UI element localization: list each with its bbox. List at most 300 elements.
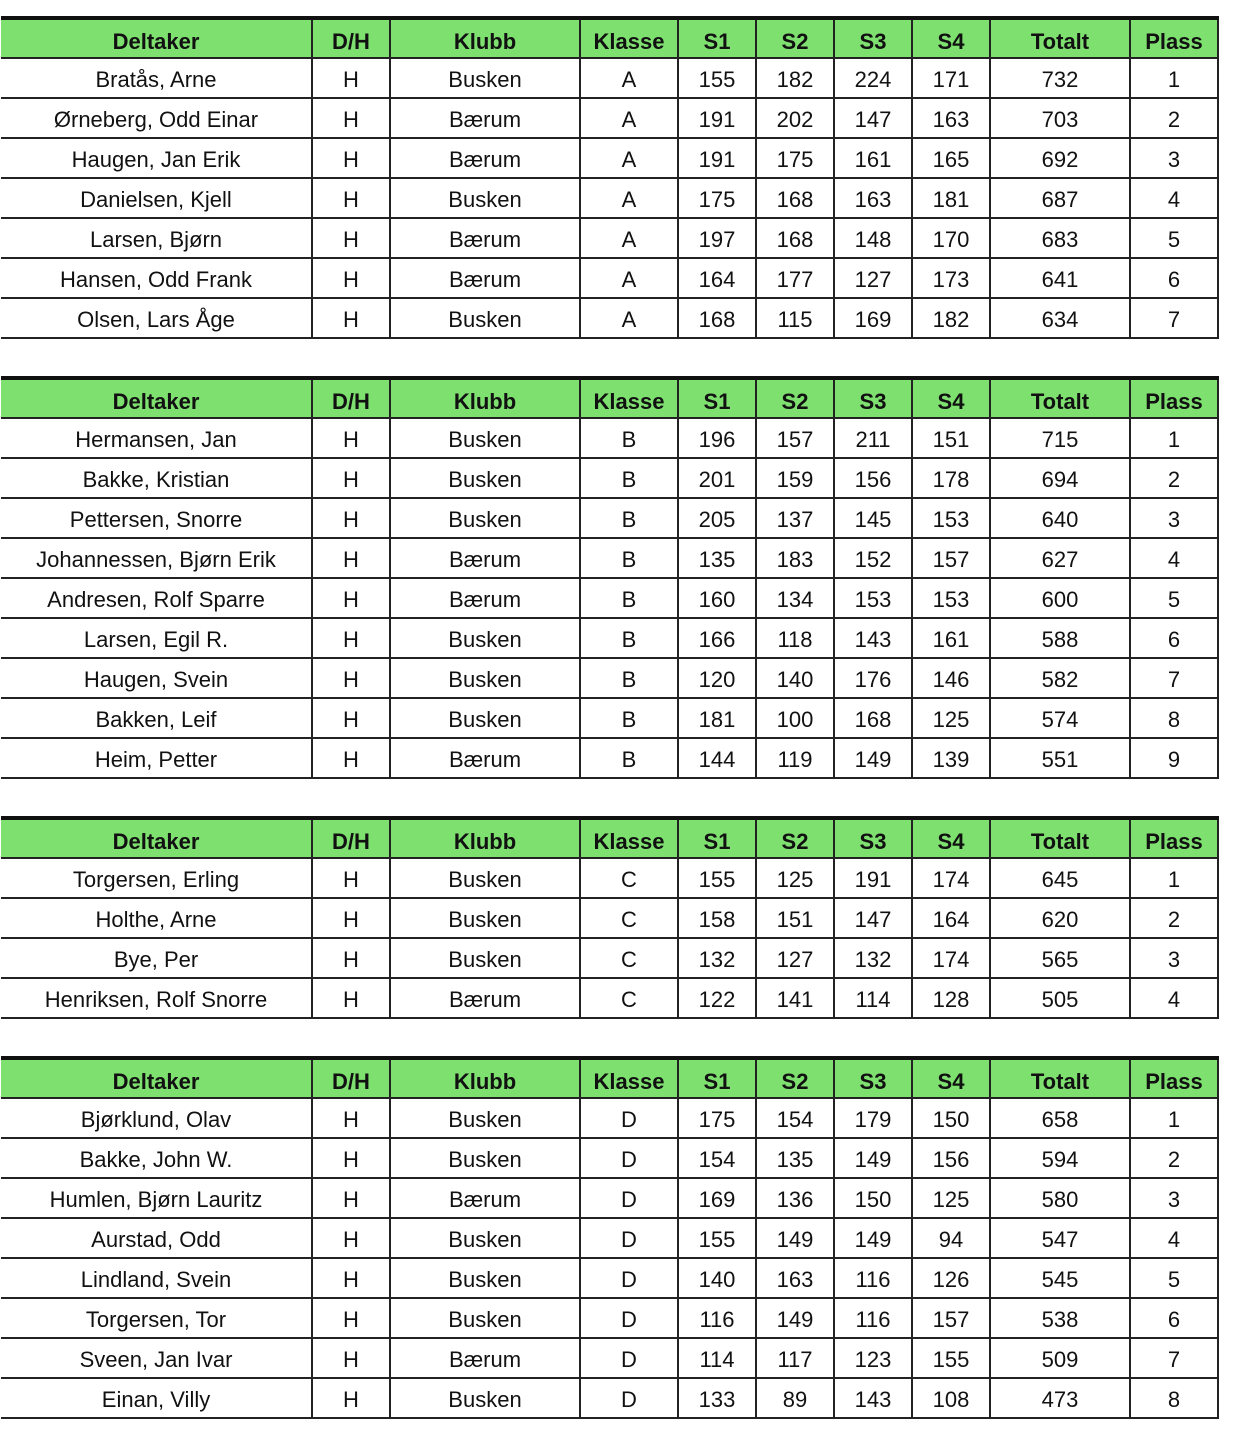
cell-dh: H xyxy=(312,418,390,458)
cell-s4: 157 xyxy=(912,1298,990,1338)
table-row xyxy=(1,258,1218,298)
cell-deltaker: Bjørklund, Olav xyxy=(1,1098,312,1138)
column-header-totalt: Totalt xyxy=(990,1058,1130,1098)
cell-s2: 115 xyxy=(756,298,834,338)
cell-deltaker: Ørneberg, Odd Einar xyxy=(1,98,312,138)
cell-dh: H xyxy=(312,58,390,98)
cell-s1: 155 xyxy=(678,58,756,98)
cell-dh: H xyxy=(312,1098,390,1138)
column-header-s1: S1 xyxy=(678,1058,756,1098)
column-header-s1: S1 xyxy=(678,18,756,58)
column-header-s3: S3 xyxy=(834,1058,912,1098)
table-row xyxy=(1,578,1218,618)
column-header-s4: S4 xyxy=(912,18,990,58)
column-header-totalt: Totalt xyxy=(990,818,1130,858)
cell-s4: 155 xyxy=(912,1338,990,1378)
cell-s4: 108 xyxy=(912,1378,990,1418)
cell-deltaker: Pettersen, Snorre xyxy=(1,498,312,538)
cell-klasse: B xyxy=(580,658,678,698)
cell-deltaker: Bratås, Arne xyxy=(1,58,312,98)
cell-s4: 174 xyxy=(912,938,990,978)
cell-totalt: 658 xyxy=(990,1098,1130,1138)
cell-klasse: D xyxy=(580,1338,678,1378)
cell-s2: 135 xyxy=(756,1138,834,1178)
cell-s1: 168 xyxy=(678,298,756,338)
cell-klubb: Bærum xyxy=(390,1178,580,1218)
cell-plass: 4 xyxy=(1130,178,1218,218)
cell-s1: 191 xyxy=(678,98,756,138)
cell-totalt: 505 xyxy=(990,978,1130,1018)
cell-plass: 1 xyxy=(1130,1098,1218,1138)
column-header-klubb: Klubb xyxy=(390,818,580,858)
cell-totalt: 694 xyxy=(990,458,1130,498)
cell-deltaker: Torgersen, Erling xyxy=(1,858,312,898)
cell-s3: 127 xyxy=(834,258,912,298)
column-header-totalt: Totalt xyxy=(990,378,1130,418)
table-row xyxy=(1,138,1218,178)
header-row xyxy=(1,18,1218,58)
cell-klubb: Busken xyxy=(390,1218,580,1258)
cell-totalt: 588 xyxy=(990,618,1130,658)
cell-klasse: A xyxy=(580,138,678,178)
cell-s3: 161 xyxy=(834,138,912,178)
cell-klubb: Busken xyxy=(390,498,580,538)
cell-klubb: Busken xyxy=(390,1098,580,1138)
table-row xyxy=(1,1138,1218,1178)
cell-s4: 156 xyxy=(912,1138,990,1178)
cell-s2: 149 xyxy=(756,1218,834,1258)
cell-deltaker: Bakken, Leif xyxy=(1,698,312,738)
cell-plass: 1 xyxy=(1130,418,1218,458)
cell-s3: 149 xyxy=(834,738,912,778)
cell-s1: 196 xyxy=(678,418,756,458)
cell-plass: 3 xyxy=(1130,938,1218,978)
column-header-s2: S2 xyxy=(756,378,834,418)
cell-s1: 140 xyxy=(678,1258,756,1298)
cell-totalt: 594 xyxy=(990,1138,1130,1178)
cell-dh: H xyxy=(312,1258,390,1298)
cell-totalt: 565 xyxy=(990,938,1130,978)
cell-dh: H xyxy=(312,858,390,898)
table-row xyxy=(1,1258,1218,1298)
cell-totalt: 732 xyxy=(990,58,1130,98)
cell-klasse: C xyxy=(580,858,678,898)
column-header-s4: S4 xyxy=(912,1058,990,1098)
cell-deltaker: Haugen, Jan Erik xyxy=(1,138,312,178)
cell-s1: 191 xyxy=(678,138,756,178)
cell-s2: 141 xyxy=(756,978,834,1018)
cell-plass: 3 xyxy=(1130,498,1218,538)
cell-s4: 126 xyxy=(912,1258,990,1298)
cell-s2: 202 xyxy=(756,98,834,138)
cell-s2: 157 xyxy=(756,418,834,458)
cell-dh: H xyxy=(312,938,390,978)
column-header-plass: Plass xyxy=(1130,378,1218,418)
cell-klasse: D xyxy=(580,1178,678,1218)
cell-s3: 147 xyxy=(834,898,912,938)
cell-s4: 150 xyxy=(912,1098,990,1138)
cell-klubb: Bærum xyxy=(390,258,580,298)
cell-s4: 146 xyxy=(912,658,990,698)
cell-plass: 7 xyxy=(1130,658,1218,698)
cell-plass: 6 xyxy=(1130,618,1218,658)
cell-deltaker: Larsen, Bjørn xyxy=(1,218,312,258)
column-header-klasse: Klasse xyxy=(580,1058,678,1098)
table-row xyxy=(1,1298,1218,1338)
cell-totalt: 551 xyxy=(990,738,1130,778)
table-row xyxy=(1,938,1218,978)
cell-klubb: Busken xyxy=(390,1378,580,1418)
table-row xyxy=(1,618,1218,658)
cell-totalt: 683 xyxy=(990,218,1130,258)
cell-s4: 181 xyxy=(912,178,990,218)
cell-s3: 149 xyxy=(834,1138,912,1178)
cell-s4: 161 xyxy=(912,618,990,658)
table-row xyxy=(1,178,1218,218)
cell-deltaker: Bye, Per xyxy=(1,938,312,978)
cell-s2: 127 xyxy=(756,938,834,978)
table-row xyxy=(1,1218,1218,1258)
cell-s3: 150 xyxy=(834,1178,912,1218)
cell-dh: H xyxy=(312,458,390,498)
column-header-deltaker: Deltaker xyxy=(1,1058,312,1098)
table-row xyxy=(1,698,1218,738)
table-row xyxy=(1,1178,1218,1218)
cell-s1: 154 xyxy=(678,1138,756,1178)
cell-klasse: D xyxy=(580,1138,678,1178)
cell-klasse: A xyxy=(580,218,678,258)
cell-s1: 116 xyxy=(678,1298,756,1338)
cell-dh: H xyxy=(312,578,390,618)
cell-s1: 166 xyxy=(678,618,756,658)
cell-dh: H xyxy=(312,1298,390,1338)
cell-s3: 149 xyxy=(834,1218,912,1258)
cell-s2: 100 xyxy=(756,698,834,738)
column-header-s2: S2 xyxy=(756,1058,834,1098)
cell-deltaker: Sveen, Jan Ivar xyxy=(1,1338,312,1378)
cell-klasse: A xyxy=(580,98,678,138)
cell-s3: 143 xyxy=(834,1378,912,1418)
cell-s1: 164 xyxy=(678,258,756,298)
cell-deltaker: Larsen, Egil R. xyxy=(1,618,312,658)
cell-totalt: 692 xyxy=(990,138,1130,178)
cell-s2: 168 xyxy=(756,218,834,258)
cell-s2: 163 xyxy=(756,1258,834,1298)
cell-s1: 120 xyxy=(678,658,756,698)
cell-klubb: Bærum xyxy=(390,538,580,578)
cell-totalt: 547 xyxy=(990,1218,1130,1258)
results-table-4 xyxy=(1,1056,1219,1419)
cell-dh: H xyxy=(312,138,390,178)
results-table-1 xyxy=(1,16,1219,339)
cell-s1: 144 xyxy=(678,738,756,778)
cell-plass: 8 xyxy=(1130,1378,1218,1418)
cell-dh: H xyxy=(312,738,390,778)
cell-plass: 5 xyxy=(1130,578,1218,618)
column-header-totalt: Totalt xyxy=(990,18,1130,58)
cell-deltaker: Aurstad, Odd xyxy=(1,1218,312,1258)
cell-dh: H xyxy=(312,1178,390,1218)
cell-klubb: Busken xyxy=(390,898,580,938)
cell-totalt: 627 xyxy=(990,538,1130,578)
cell-klubb: Bærum xyxy=(390,218,580,258)
cell-s4: 174 xyxy=(912,858,990,898)
cell-s4: 153 xyxy=(912,578,990,618)
column-header-s2: S2 xyxy=(756,18,834,58)
cell-klasse: D xyxy=(580,1218,678,1258)
cell-s3: 143 xyxy=(834,618,912,658)
cell-deltaker: Bakke, John W. xyxy=(1,1138,312,1178)
cell-dh: H xyxy=(312,178,390,218)
column-header-klubb: Klubb xyxy=(390,18,580,58)
cell-plass: 5 xyxy=(1130,1258,1218,1298)
cell-s1: 197 xyxy=(678,218,756,258)
cell-klubb: Bærum xyxy=(390,138,580,178)
cell-klasse: B xyxy=(580,538,678,578)
cell-klubb: Busken xyxy=(390,1258,580,1298)
table-row xyxy=(1,418,1218,458)
cell-s2: 118 xyxy=(756,618,834,658)
cell-plass: 2 xyxy=(1130,458,1218,498)
cell-klubb: Busken xyxy=(390,858,580,898)
cell-plass: 2 xyxy=(1130,98,1218,138)
cell-dh: H xyxy=(312,698,390,738)
cell-dh: H xyxy=(312,498,390,538)
cell-s1: 122 xyxy=(678,978,756,1018)
cell-plass: 7 xyxy=(1130,298,1218,338)
cell-klasse: B xyxy=(580,498,678,538)
cell-s3: 191 xyxy=(834,858,912,898)
cell-deltaker: Hermansen, Jan xyxy=(1,418,312,458)
cell-s4: 170 xyxy=(912,218,990,258)
cell-dh: H xyxy=(312,1338,390,1378)
cell-s2: 149 xyxy=(756,1298,834,1338)
cell-s3: 224 xyxy=(834,58,912,98)
cell-klasse: B xyxy=(580,738,678,778)
cell-s1: 132 xyxy=(678,938,756,978)
column-header-klubb: Klubb xyxy=(390,1058,580,1098)
column-header-dh: D/H xyxy=(312,1058,390,1098)
table-row xyxy=(1,98,1218,138)
cell-dh: H xyxy=(312,298,390,338)
column-header-klasse: Klasse xyxy=(580,378,678,418)
cell-klubb: Bærum xyxy=(390,578,580,618)
column-header-plass: Plass xyxy=(1130,1058,1218,1098)
table-row xyxy=(1,898,1218,938)
table-row xyxy=(1,738,1218,778)
cell-s2: 140 xyxy=(756,658,834,698)
cell-klasse: D xyxy=(580,1298,678,1338)
cell-klubb: Busken xyxy=(390,418,580,458)
column-header-s1: S1 xyxy=(678,818,756,858)
cell-s2: 159 xyxy=(756,458,834,498)
cell-klasse: B xyxy=(580,578,678,618)
cell-s4: 173 xyxy=(912,258,990,298)
cell-s2: 182 xyxy=(756,58,834,98)
cell-dh: H xyxy=(312,1138,390,1178)
table-row xyxy=(1,538,1218,578)
cell-s1: 175 xyxy=(678,178,756,218)
cell-klasse: A xyxy=(580,258,678,298)
cell-klubb: Busken xyxy=(390,1138,580,1178)
cell-dh: H xyxy=(312,538,390,578)
column-header-s3: S3 xyxy=(834,378,912,418)
table-row xyxy=(1,1098,1218,1138)
cell-klasse: C xyxy=(580,978,678,1018)
cell-deltaker: Holthe, Arne xyxy=(1,898,312,938)
cell-s3: 163 xyxy=(834,178,912,218)
cell-klubb: Bærum xyxy=(390,978,580,1018)
cell-s2: 168 xyxy=(756,178,834,218)
column-header-plass: Plass xyxy=(1130,18,1218,58)
cell-s2: 134 xyxy=(756,578,834,618)
cell-s3: 168 xyxy=(834,698,912,738)
cell-s1: 160 xyxy=(678,578,756,618)
cell-klubb: Busken xyxy=(390,1298,580,1338)
cell-deltaker: Torgersen, Tor xyxy=(1,1298,312,1338)
cell-s3: 147 xyxy=(834,98,912,138)
column-header-klubb: Klubb xyxy=(390,378,580,418)
cell-s2: 177 xyxy=(756,258,834,298)
cell-plass: 2 xyxy=(1130,1138,1218,1178)
cell-klasse: C xyxy=(580,938,678,978)
cell-s1: 155 xyxy=(678,1218,756,1258)
cell-totalt: 545 xyxy=(990,1258,1130,1298)
cell-deltaker: Henriksen, Rolf Snorre xyxy=(1,978,312,1018)
cell-plass: 6 xyxy=(1130,258,1218,298)
cell-klubb: Bærum xyxy=(390,738,580,778)
cell-klubb: Busken xyxy=(390,58,580,98)
column-header-s3: S3 xyxy=(834,818,912,858)
cell-totalt: 473 xyxy=(990,1378,1130,1418)
cell-totalt: 600 xyxy=(990,578,1130,618)
table-row xyxy=(1,298,1218,338)
cell-deltaker: Lindland, Svein xyxy=(1,1258,312,1298)
cell-klubb: Busken xyxy=(390,178,580,218)
cell-s1: 205 xyxy=(678,498,756,538)
cell-plass: 9 xyxy=(1130,738,1218,778)
cell-s2: 151 xyxy=(756,898,834,938)
column-header-klasse: Klasse xyxy=(580,18,678,58)
column-header-s4: S4 xyxy=(912,378,990,418)
cell-deltaker: Haugen, Svein xyxy=(1,658,312,698)
cell-s3: 153 xyxy=(834,578,912,618)
cell-s4: 94 xyxy=(912,1218,990,1258)
table-row xyxy=(1,1378,1218,1418)
cell-deltaker: Einan, Villy xyxy=(1,1378,312,1418)
cell-s3: 114 xyxy=(834,978,912,1018)
table-row xyxy=(1,218,1218,258)
cell-s3: 145 xyxy=(834,498,912,538)
cell-s4: 125 xyxy=(912,698,990,738)
cell-s2: 89 xyxy=(756,1378,834,1418)
cell-totalt: 582 xyxy=(990,658,1130,698)
cell-s2: 154 xyxy=(756,1098,834,1138)
cell-s4: 171 xyxy=(912,58,990,98)
cell-s4: 178 xyxy=(912,458,990,498)
cell-s1: 114 xyxy=(678,1338,756,1378)
cell-plass: 4 xyxy=(1130,538,1218,578)
cell-dh: H xyxy=(312,658,390,698)
table-row xyxy=(1,58,1218,98)
cell-dh: H xyxy=(312,98,390,138)
cell-s1: 135 xyxy=(678,538,756,578)
cell-deltaker: Danielsen, Kjell xyxy=(1,178,312,218)
cell-dh: H xyxy=(312,978,390,1018)
cell-plass: 3 xyxy=(1130,138,1218,178)
cell-s2: 117 xyxy=(756,1338,834,1378)
cell-s4: 164 xyxy=(912,898,990,938)
cell-totalt: 574 xyxy=(990,698,1130,738)
cell-deltaker: Heim, Petter xyxy=(1,738,312,778)
cell-totalt: 580 xyxy=(990,1178,1130,1218)
cell-deltaker: Olsen, Lars Åge xyxy=(1,298,312,338)
cell-klubb: Busken xyxy=(390,698,580,738)
table-row xyxy=(1,858,1218,898)
cell-s2: 125 xyxy=(756,858,834,898)
cell-klubb: Bærum xyxy=(390,98,580,138)
header-row xyxy=(1,1058,1218,1098)
cell-totalt: 687 xyxy=(990,178,1130,218)
cell-dh: H xyxy=(312,618,390,658)
cell-plass: 1 xyxy=(1130,58,1218,98)
table-row xyxy=(1,498,1218,538)
cell-klasse: B xyxy=(580,618,678,658)
cell-s3: 176 xyxy=(834,658,912,698)
column-header-s1: S1 xyxy=(678,378,756,418)
cell-s2: 136 xyxy=(756,1178,834,1218)
cell-plass: 8 xyxy=(1130,698,1218,738)
cell-s4: 157 xyxy=(912,538,990,578)
cell-dh: H xyxy=(312,1218,390,1258)
cell-s3: 156 xyxy=(834,458,912,498)
cell-s4: 165 xyxy=(912,138,990,178)
cell-klasse: A xyxy=(580,178,678,218)
cell-s1: 169 xyxy=(678,1178,756,1218)
table-row xyxy=(1,978,1218,1018)
cell-s2: 175 xyxy=(756,138,834,178)
cell-plass: 4 xyxy=(1130,1218,1218,1258)
cell-totalt: 538 xyxy=(990,1298,1130,1338)
cell-klubb: Bærum xyxy=(390,1338,580,1378)
table-row xyxy=(1,658,1218,698)
cell-plass: 4 xyxy=(1130,978,1218,1018)
cell-s3: 169 xyxy=(834,298,912,338)
cell-s1: 175 xyxy=(678,1098,756,1138)
cell-s4: 151 xyxy=(912,418,990,458)
cell-s4: 153 xyxy=(912,498,990,538)
cell-plass: 7 xyxy=(1130,1338,1218,1378)
cell-deltaker: Andresen, Rolf Sparre xyxy=(1,578,312,618)
cell-klubb: Busken xyxy=(390,458,580,498)
cell-klasse: A xyxy=(580,58,678,98)
cell-s1: 155 xyxy=(678,858,756,898)
cell-s2: 183 xyxy=(756,538,834,578)
column-header-deltaker: Deltaker xyxy=(1,378,312,418)
column-header-s3: S3 xyxy=(834,18,912,58)
cell-totalt: 641 xyxy=(990,258,1130,298)
column-header-dh: D/H xyxy=(312,378,390,418)
cell-deltaker: Hansen, Odd Frank xyxy=(1,258,312,298)
cell-deltaker: Humlen, Bjørn Lauritz xyxy=(1,1178,312,1218)
cell-s1: 201 xyxy=(678,458,756,498)
column-header-deltaker: Deltaker xyxy=(1,818,312,858)
cell-klasse: B xyxy=(580,698,678,738)
cell-s4: 128 xyxy=(912,978,990,1018)
cell-s2: 119 xyxy=(756,738,834,778)
cell-s4: 125 xyxy=(912,1178,990,1218)
cell-s4: 182 xyxy=(912,298,990,338)
